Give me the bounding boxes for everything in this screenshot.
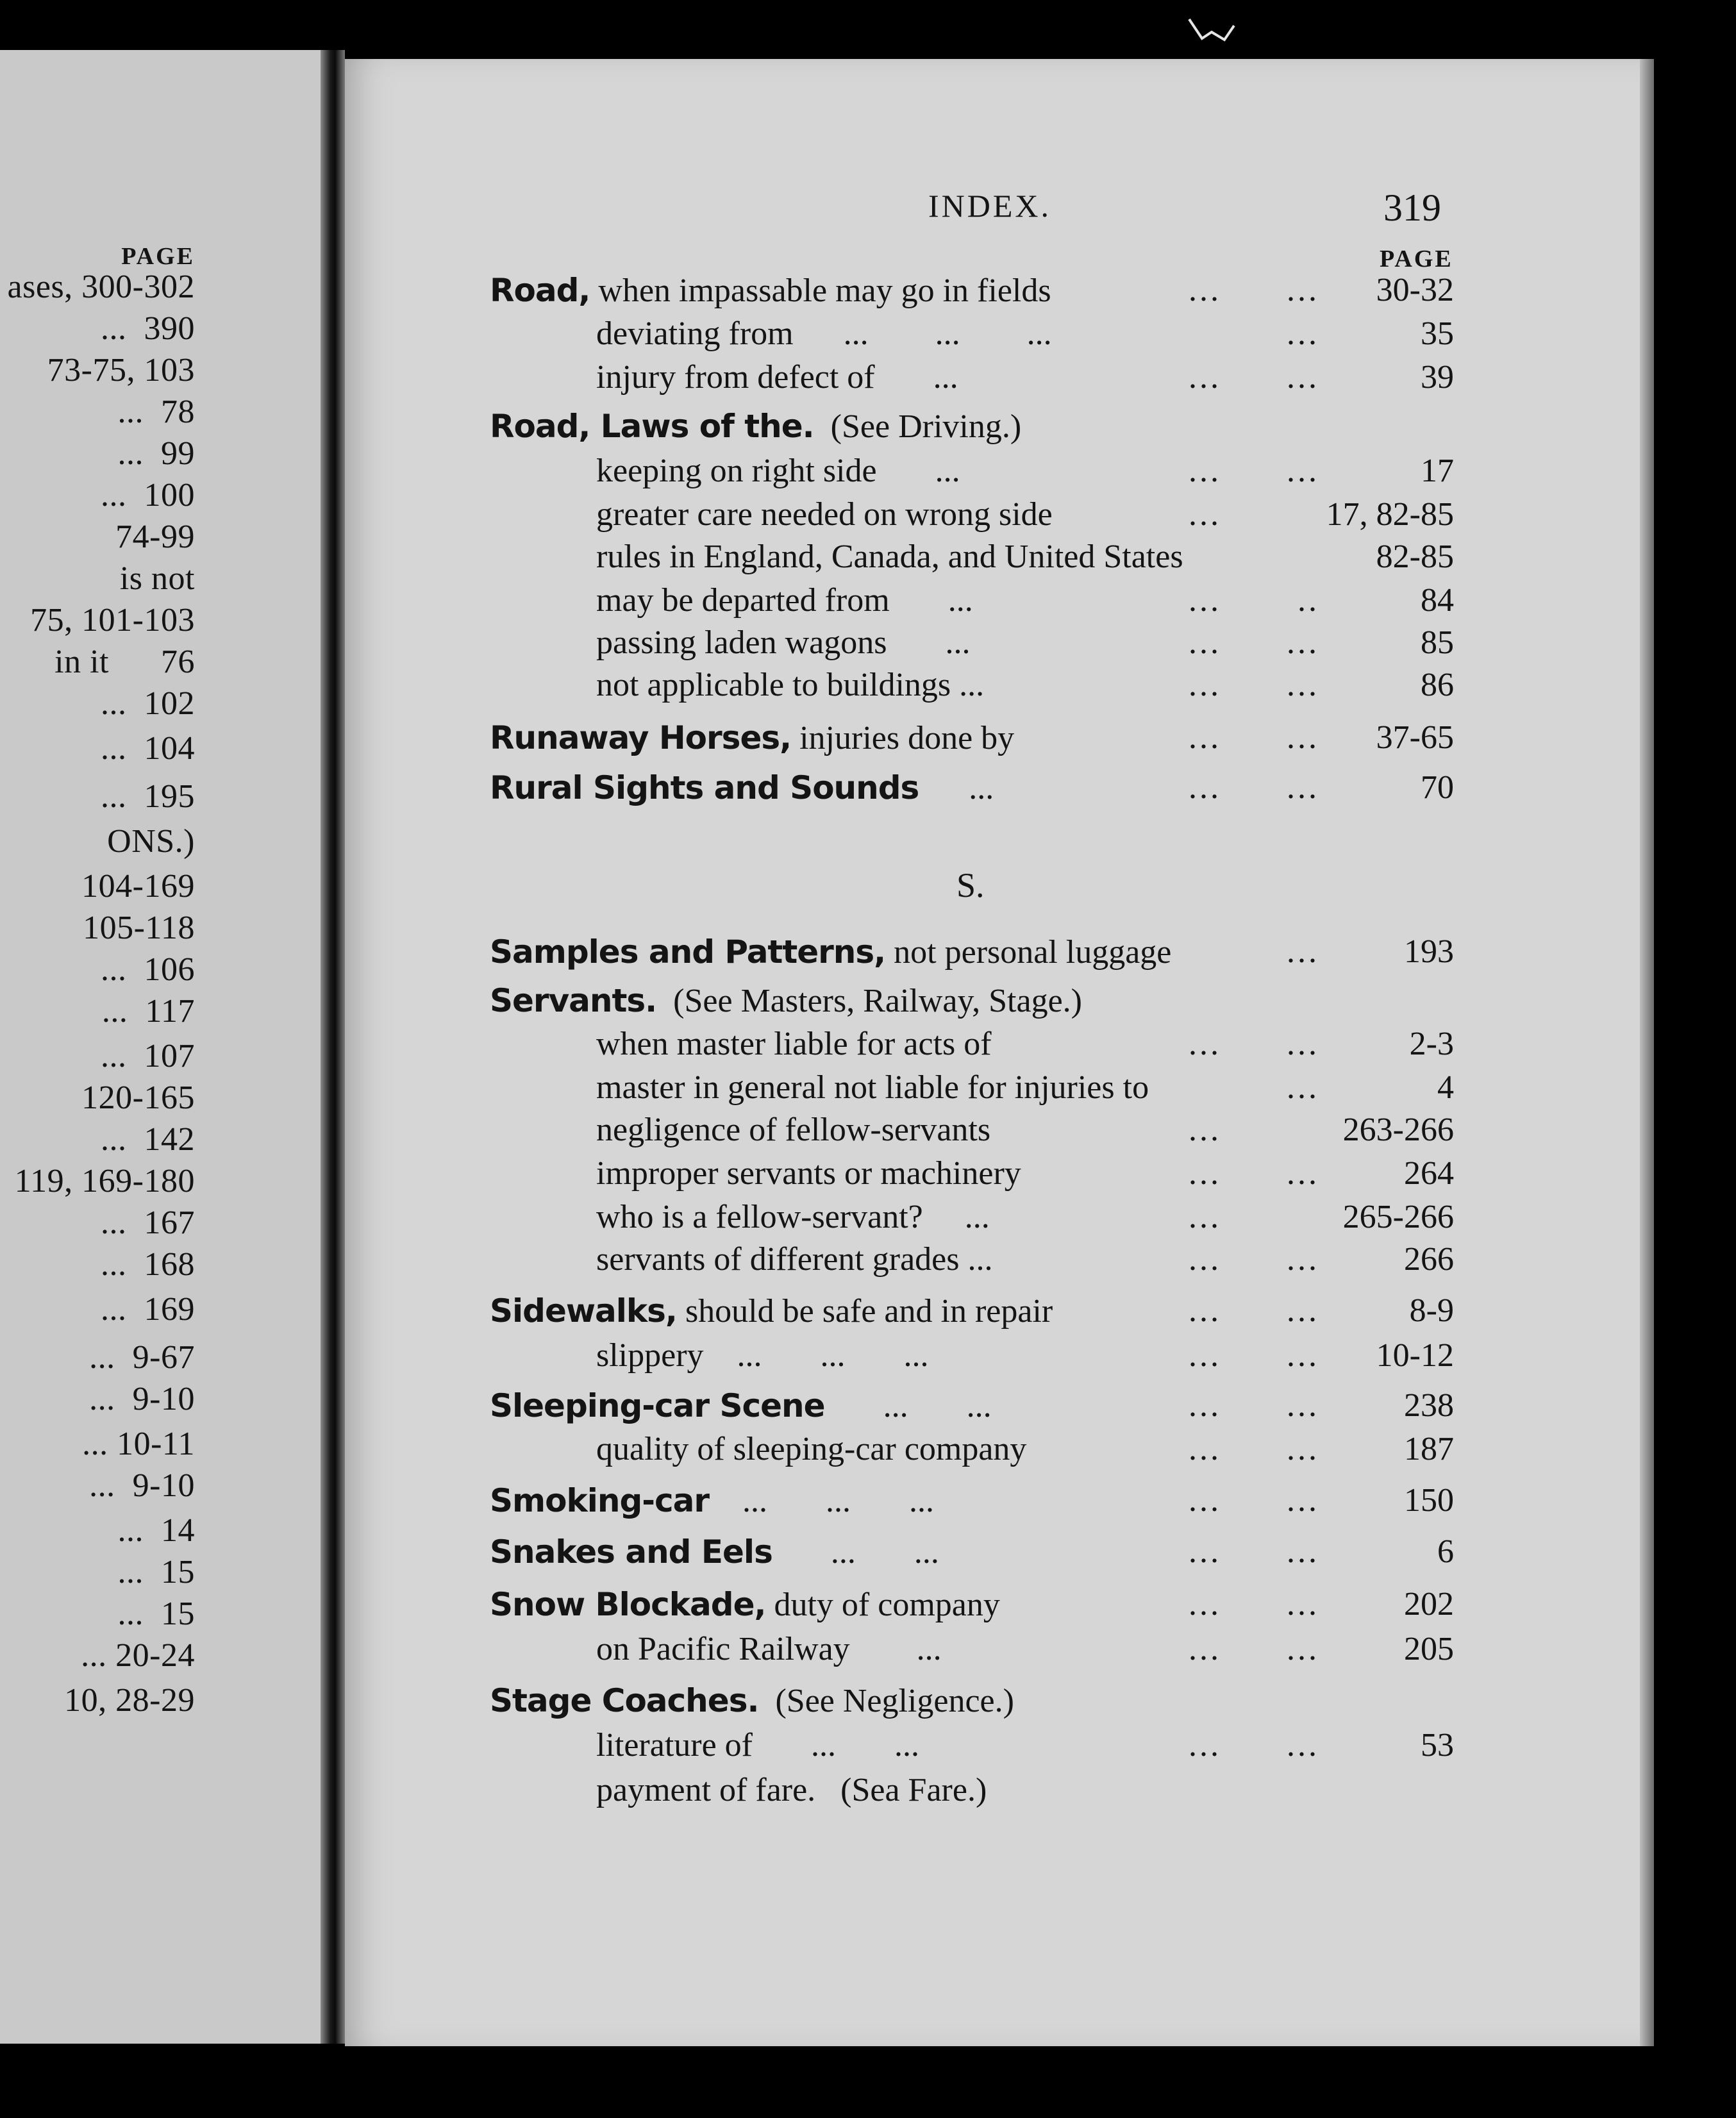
page-reference: 265-266 [1342,1199,1454,1235]
left-page-fragment: 73-75, 103 [47,352,195,388]
left-page-fragment: is not [119,560,195,597]
entry-text [596,1067,1149,1109]
left-page-label: PAGE [121,243,195,270]
page-reference: 8-9 [1409,1292,1454,1329]
page-column-label: PAGE [1380,246,1453,272]
index-entry [490,1531,1454,1573]
left-page-fragment: in it 76 [54,644,195,680]
entry-description: injury from defect of ... [596,359,958,396]
index-entry [490,1480,1454,1522]
left-page-fragment: ... 14 [117,1512,195,1549]
index-entry [490,1109,1454,1151]
left-page-fragment: ONS.) [107,823,195,860]
page-reference: 193 [1404,933,1454,970]
entry-heading: Snakes and Eels [490,1533,772,1571]
index-entry [490,1724,1454,1767]
leader-dots: ... ... [1189,272,1319,308]
entry-text [596,1238,993,1281]
entry-description: ... ... [772,1534,939,1571]
entry-description: not applicable to buildings ... [596,667,985,703]
page-reference: 70 [1421,769,1454,806]
left-page-fragment: ... 142 [101,1121,195,1158]
leader-dots: ... [1189,1112,1221,1148]
entry-description: payment of fare. (Sea Fare.) [596,1772,987,1808]
index-entry [490,980,1451,1022]
entry-text [596,622,970,664]
index-entry [490,767,1454,809]
leader-dots: ... ... [1189,1241,1319,1278]
left-page-fragment: ... 102 [101,685,195,722]
page-reference: 264 [1404,1155,1454,1192]
index-entry [490,1335,1454,1377]
running-head: INDEX. [928,188,1052,224]
left-page-fragment: 120-165 [81,1080,195,1116]
page-reference: 263-266 [1342,1112,1454,1148]
page-reference: 85 [1421,624,1454,661]
index-entry [490,494,1454,536]
page-edge [1640,59,1654,2046]
entry-text [490,1680,1014,1722]
index-entry [490,536,1454,578]
page-reference: 17, 82-85 [1326,496,1454,533]
left-page-fragment: ... 168 [101,1246,195,1283]
left-page-fragment: 75, 101-103 [30,602,195,638]
entry-text [490,767,994,810]
entry-description: (See Driving.) [814,408,1022,445]
entry-description: ... ... [824,1388,992,1424]
leader-dots: ... ... [1189,1631,1319,1667]
index-entry [490,450,1454,492]
index-entry [490,1583,1454,1626]
entry-description: may be departed from ... [596,582,973,619]
leader-dots: ... ... [1189,1482,1319,1519]
page-reference: 10-12 [1376,1337,1454,1374]
left-page-fragment: ... 117 [101,993,195,1030]
entry-description: deviating from ... ... ... [596,315,1052,352]
entry-heading: Servants. [490,982,657,1019]
entry-description: servants of different grades ... [596,1241,993,1278]
left-page-fragment: ... 100 [101,477,195,513]
entry-description: who is a fellow-servant? ... [596,1199,990,1235]
left-page-fragment: ... 99 [117,435,195,472]
index-entry [490,622,1454,664]
entry-text [490,405,1021,448]
entry-description: injuries done by [791,720,1015,756]
page-reference: 30-32 [1376,272,1454,308]
leader-dots: ... ... [1189,453,1319,489]
entry-description: negligence of fellow-servants [596,1112,991,1148]
entry-heading: Stage Coaches. [490,1682,759,1719]
entry-description: ... [919,770,994,806]
leader-dots: ... ... [1189,769,1319,806]
leader-dots: ... ... [1189,1586,1319,1622]
index-entry [490,664,1454,706]
entry-text [596,1335,929,1377]
entry-text [596,580,973,622]
left-page-fragment: 104-169 [81,868,195,905]
entry-heading: Runaway Horses, [490,719,792,756]
left-page-fragment: ... 9-10 [89,1467,195,1504]
page-reference: 205 [1404,1631,1454,1667]
left-page-fragment: ... 78 [117,394,195,430]
index-entry [490,717,1454,759]
left-page-fragment: ... 10-11 [82,1426,195,1462]
entry-description: literature of ... ... [596,1727,919,1764]
page-reference: 39 [1421,359,1454,396]
page-reference: 53 [1421,1727,1454,1764]
page-reference: 84 [1421,582,1454,619]
entry-text [490,931,1171,974]
left-page-fragment: ... 106 [101,951,195,988]
entry-description: on Pacific Railway ... [596,1631,942,1667]
entry-heading: Sleeping-car Scene [490,1387,825,1424]
entry-description: rules in England, Canada, and United States [596,538,1183,575]
entry-text [596,1428,1026,1471]
leader-dots: ... [1189,496,1221,533]
index-entry [490,1628,1454,1671]
leader-dots: ... [1189,315,1319,352]
page-reference: 238 [1404,1387,1454,1424]
entry-heading: Road, [490,272,590,309]
leader-dots: ... .. [1189,582,1319,619]
entry-text [596,313,1052,355]
index-entry [490,269,1454,312]
page-reference: 266 [1404,1241,1454,1278]
leader-dots: ... ... [1189,359,1319,396]
index-entry [490,356,1454,399]
entry-text [596,1153,1021,1195]
index-entry [490,580,1454,622]
corner-mark [1186,13,1237,51]
index-entry [490,1428,1454,1471]
entry-description: improper servants or machinery [596,1155,1021,1192]
entry-description: not personal luggage [885,934,1172,971]
entry-description: quality of sleeping-car company [596,1431,1027,1467]
page-reference: 4 [1437,1069,1454,1106]
entry-heading: Smoking-car [490,1482,710,1519]
entry-description: (See Masters, Railway, Stage.) [656,983,1082,1019]
book-spine [321,50,345,2044]
leader-dots: ... ... [1189,1533,1319,1570]
entry-text [490,717,1014,760]
page-reference: 2-3 [1409,1026,1454,1062]
index-entry [490,1385,1454,1427]
left-page-fragment: 10, 28-29 [64,1682,195,1719]
entry-text [596,1023,992,1065]
page-number: 319 [1383,187,1441,229]
section-letter: S. [956,866,985,905]
entry-text [490,1480,934,1522]
left-page-fragment: 74-99 [115,519,195,555]
left-page-fragment: ... 169 [101,1291,195,1328]
index-entry [490,1290,1454,1332]
left-page-fragment: 105-118 [83,910,195,946]
page-reference: 35 [1421,315,1454,352]
entry-text [490,1531,939,1574]
leader-dots: ... ... [1189,667,1319,703]
entry-text [596,1628,942,1671]
left-page-fragment: ... 9-10 [89,1381,195,1417]
leader-dots: ... ... [1189,1026,1319,1062]
entry-text [596,356,958,399]
index-entry [490,313,1454,355]
entry-description: when impassable may go in fields [590,272,1051,309]
page-reference: 17 [1421,453,1454,489]
page-reference: 86 [1421,667,1454,703]
entry-text [596,1109,990,1151]
entry-text [490,1290,1053,1333]
entry-text [596,1724,919,1767]
left-page-fragment: ases, 300-302 [7,269,195,305]
entry-description: keeping on right side ... [596,453,960,489]
left-page-fragment: ... 195 [101,778,195,815]
left-page-fragment: 119, 169-180 [14,1163,195,1199]
index-entry [490,405,1451,447]
page-reference: 82-85 [1376,538,1454,575]
leader-dots: ... ... [1189,1337,1319,1374]
entry-description: passing laden wagons ... [596,624,971,661]
entry-heading: Rural Sights and Sounds [490,769,919,806]
page-reference: 37-65 [1376,719,1454,756]
entry-description: (See Negligence.) [758,1683,1014,1719]
left-page-fragment: ... 167 [101,1205,195,1241]
index-entry [490,931,1454,973]
entry-description: ... ... ... [709,1483,935,1519]
entry-text [596,536,1183,578]
entry-description: slippery ... ... ... [596,1337,929,1374]
page-reference: 150 [1404,1482,1454,1519]
index-entry [490,1680,1451,1722]
page-reference: 187 [1404,1431,1454,1467]
left-page-fragment: ... 104 [101,730,195,767]
entry-description: greater care needed on wrong side [596,496,1053,533]
index-entry [490,1196,1454,1238]
left-page-fragment: ... 9-67 [89,1339,195,1376]
entry-text [490,269,1051,312]
entry-text [490,1583,1000,1626]
entry-heading: Samples and Patterns, [490,933,886,971]
leader-dots: ... [1189,933,1319,970]
entry-heading: Sidewalks, [490,1292,677,1330]
index-entry [490,1023,1454,1065]
entry-description: when master liable for acts of [596,1026,992,1062]
page-reference: 202 [1404,1586,1454,1622]
leader-dots: ... ... [1189,624,1319,661]
entry-text [596,1769,987,1812]
left-page-fragment: ... 390 [101,310,195,347]
entry-heading: Snow Blockade, [490,1586,766,1623]
entry-text [596,1196,990,1238]
leader-dots: ... ... [1189,719,1319,756]
entry-heading: Road, Laws of the. [490,408,814,445]
index-entry [490,1238,1454,1281]
left-page-fragment: ... 15 [117,1596,195,1632]
left-page-fragment: ... 20-24 [81,1637,195,1674]
leader-dots: ... ... [1189,1292,1319,1329]
left-page-fragment: ... 15 [117,1554,195,1590]
entry-description: should be safe and in repair [676,1293,1053,1330]
index-entry [490,1769,1451,1812]
left-page [0,50,327,2044]
leader-dots: ... ... [1189,1155,1319,1192]
index-entry [490,1153,1454,1195]
page-reference: 6 [1437,1533,1454,1570]
entry-text [490,1385,992,1428]
leader-dots: ... ... [1189,1387,1319,1424]
entry-text [596,450,960,492]
entry-description: master in general not liable for injuries to [596,1069,1149,1106]
left-page-fragment: ... 107 [101,1038,195,1074]
entry-text [596,494,1053,536]
leader-dots: ... ... [1189,1727,1319,1764]
entry-description: duty of company [765,1587,1000,1623]
index-entry [490,1067,1454,1109]
entry-text [490,980,1082,1022]
entry-text [596,664,984,706]
leader-dots: ... ... [1189,1431,1319,1467]
leader-dots: ... [1189,1069,1319,1106]
leader-dots: ... [1189,1199,1221,1235]
